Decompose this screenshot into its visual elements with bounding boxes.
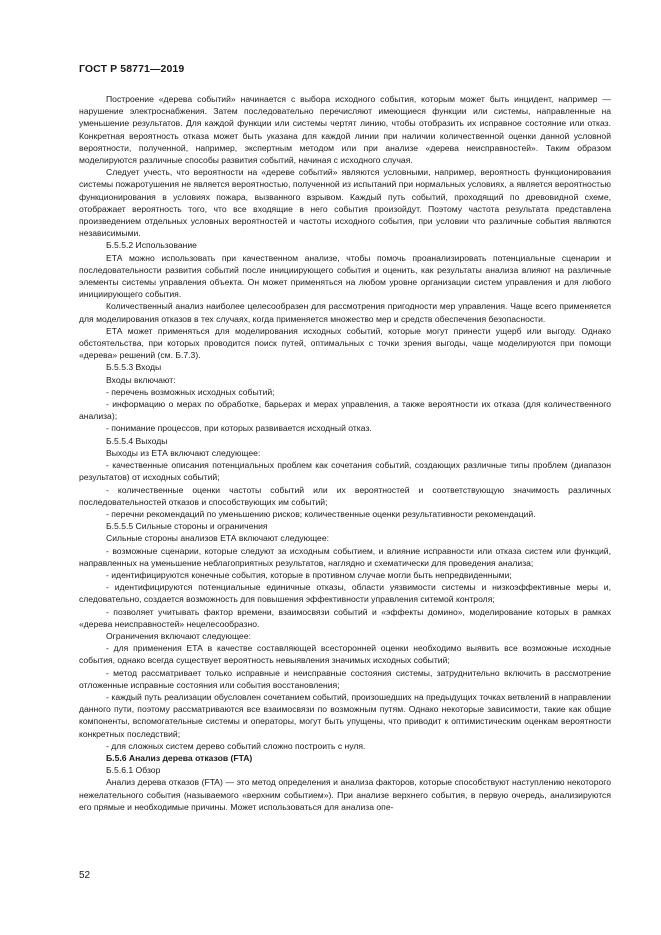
paragraph: - метод рассматривает только исправные и неисправные состояния системы, затруднительно включить в рассмотрение отложенные исправные состояния или события восстановления; (79, 667, 611, 690)
paragraph: - количественные оценки частоты событий или их вероятностей и соответствующую значимость различных последовательностей отказов и способствующих им событий; (79, 484, 611, 507)
paragraph: - для сложных систем дерево событий сложно построить с нуля. (106, 740, 366, 751)
paragraph: Следует учесть, что вероятности на «дереве событий» являются условными, например, вероятность функционирования системы пожаротушения не является вероятностью, полученной из испытаний при нормальных условиях, а является вероятностью функционирования в условиях пожара, вызванного взрывом. Каждый путь событий, проходящий по древовидной схеме, отображает вероятность того, что все входящие в него события произойдут. Поэтому частота результата представлена произведением отдельных условных вероятностей и частоты исходного события, при условии что различные события являются независимыми. (79, 167, 611, 239)
paragraph: - перечни рекомендаций по уменьшению рисков; количественные оценки результативности рекомендаций. (106, 508, 536, 519)
paragraph: Выходы из ЕТА включают следующее: (106, 447, 261, 458)
paragraph: Ограничения включают следующее: (106, 630, 251, 641)
paragraph: Б.5.5.4 Выходы (106, 435, 168, 446)
paragraph: - перечень возможных исходных событий; (106, 386, 275, 397)
paragraph: Б.5.5.3 Входы (106, 362, 162, 373)
paragraph: Анализ дерева отказов (FTA) — это метод определения и анализа факторов, которые способствуют наступлению некоторого нежелательного события (называемого «верхним событием»). При анализе верхнего события, в первую очередь, анализируются его прямые и необходимые причины. Может использоваться для анализа опе- (79, 777, 611, 812)
paragraph: - идентифицируются потенциальные единичные отказы, области уязвимости системы и низкоэффективные меры и, следовательно, создается возможность для повышения эффективности управления ситемой контроля; (79, 582, 611, 605)
paragraph: - каждый путь реализации обусловлен сочетанием событий, произошедших на предыдущих точках ветвлений в направлении данного пути, поэтому рассматриваются все взаимосвязи по возможным путям. Однако некоторые зависимости, такие как общие компоненты, вспомогательные системы и операторы, могут быть упущены, что приводит к оптимистическим оценкам вероятности конкретных последствий; (79, 691, 611, 739)
paragraph: - информацию о мерах по обработке, барьерах и мерах управления, а также вероятности их отказа (для количественного анализа); (79, 399, 611, 422)
paragraph: - идентифицируются конечные события, которые в противном случае могли быть непредвиденными; (106, 569, 512, 580)
paragraph: ЕТА может применяться для моделирования исходных событий, которые могут принести ущерб или выгоду. Однако обстоятельства, при которых проводится поиск путей, оптимальных с точки зрения выгоды, чаще моделируются при помощи «дерева» решений (см. Б.7.3). (79, 325, 611, 361)
paragraph: - для применения ЕТА в качестве составляющей всесторонней оценки необходимо выявить все возможные исходные события, однако всегда существует вероятность невыявления значимых исходных событий; (79, 643, 611, 666)
paragraph: Б.5.5.5 Сильные стороны и ограничения (106, 521, 268, 532)
paragraph: Построение «дерева событий» начинается с выбора исходного события, которым может быть инцидент, например — нарушение электроснабжения. Затем последовательно перечисляют имеющиеся функции или системы, направленные на уменьшение результатов. Для каждой функции или системы чертят линию, чтобы отобразить их исправное состояние или отказ. Конкретная вероятность отказа может быть указана для каждой линии при наличии количественной оценки данной условной вероятности, полученной, например, экспертным методом или при анализе «дерева неисправностей». Таким образом моделируются различные способы развития событий, начиная с исходного случая. (79, 94, 611, 166)
document-body (79, 93, 611, 813)
paragraph: Б.5.5.2 Использование (106, 240, 197, 251)
paragraph: - понимание процессов, при которых развивается исходный отказ. (106, 423, 372, 434)
paragraph: Входы включают: (106, 374, 176, 385)
paragraph: Б.5.6.1 Обзор (106, 765, 161, 776)
paragraph: ЕТА можно использовать при качественном анализе, чтобы помочь проанализировать потенциальные сценарии и последовательности развития событий после инициирующего события и оценить, как результаты анализа влияют на различные элементы системы управления объекта. Он может применяться на любом уровне организации систем управления и для любого инициирующего события. (79, 252, 611, 300)
paragraph: Сильные стороны анализов ЕТА включают следующее: (106, 533, 329, 544)
paragraph: - возможные сценарии, которые следуют за исходным событием, и влияние исправности или отказа систем или функций, направленных на уменьшение неблагоприятных результатов, наглядно и схематически для проведения анализа; (79, 545, 611, 568)
paragraph: - позволяет учитывать фактор времени, взаимосвязи событий и «эффекты домино», моделирование которых в рамках «дерева неисправностей» нецелесообразно. (79, 606, 611, 629)
page-number: 52 (79, 870, 91, 881)
document-header: ГОСТ Р 58771—2019 (79, 63, 185, 75)
paragraph: - качественные описания потенциальных проблем как сочетания событий, создающих различные типы проблем (диапазон результатов) от исходных событий; (79, 460, 611, 483)
paragraph: Количественный анализ наиболее целесообразен для рассмотрения пригодности мер управления. Чаще всего применяется для моделирования отказов в тех случаях, когда применяется множество мер и средств обеспечения безопасности. (79, 301, 611, 324)
paragraph: Б.5.6 Анализ дерева отказов (FTA) (106, 752, 253, 763)
